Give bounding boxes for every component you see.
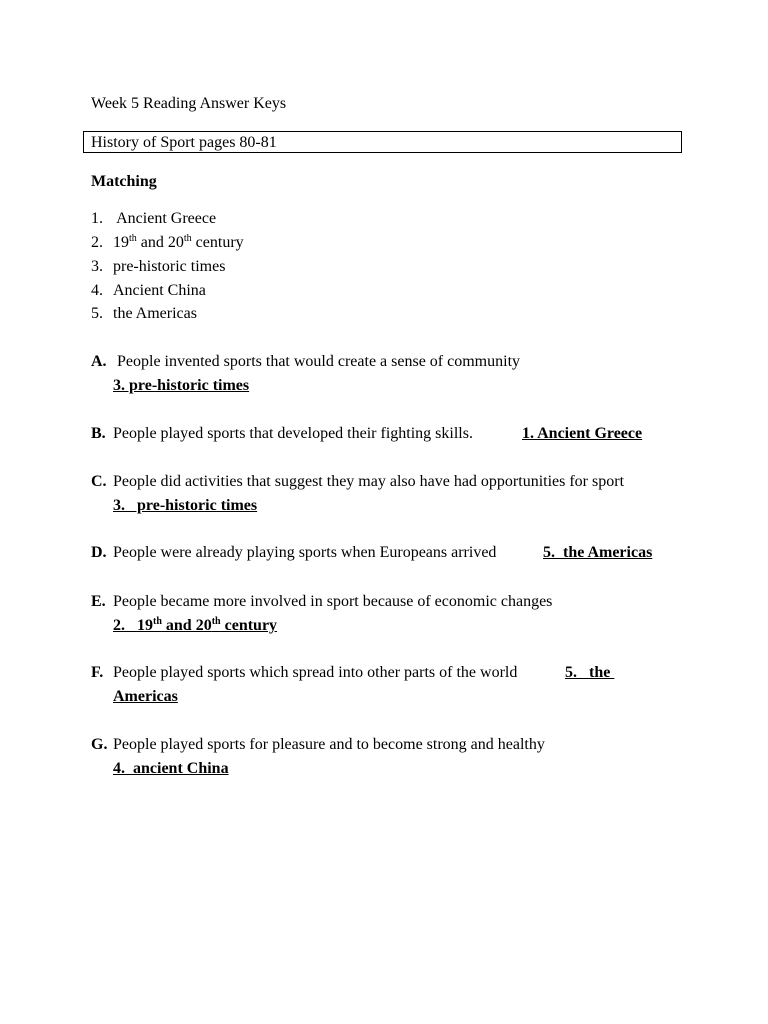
answer-c: 3. pre-historic times xyxy=(113,497,258,514)
answer-d: 5. the Americas xyxy=(543,544,653,561)
answer-e: 2. 19th and 20th century xyxy=(113,616,278,634)
answer-f-part1: 5. the xyxy=(565,664,615,681)
question-c: C. People did activities that suggest they may also have had opportunities for sport xyxy=(91,473,625,490)
question-b: B. People played sports that developed their fighting skills. xyxy=(91,425,473,442)
section-box-text: History of Sport pages 80-81 xyxy=(91,134,277,151)
document-title: Week 5 Reading Answer Keys xyxy=(91,95,287,112)
answer-b: 1. Ancient Greece xyxy=(522,425,643,442)
question-a: A. People invented sports that would create a sense of community xyxy=(91,353,521,370)
option-5: 5. the Americas xyxy=(91,305,197,322)
option-4: 4. Ancient China xyxy=(91,282,206,299)
option-3: 3. pre-historic times xyxy=(91,258,226,275)
option-1: 1. Ancient Greece xyxy=(91,210,217,227)
question-d: D. People were already playing sports when Europeans arrived xyxy=(91,544,497,561)
question-g: G. People played sports for pleasure and to become strong and healthy xyxy=(91,736,545,753)
option-2: 2. 19th and 20th century xyxy=(91,233,244,251)
answer-g: 4. ancient China xyxy=(113,760,229,777)
answer-a: 3. pre-historic times xyxy=(113,377,250,394)
question-e: E. People became more involved in sport because of economic changes xyxy=(91,593,553,610)
answer-f-part2: Americas xyxy=(113,688,178,705)
matching-heading: Matching xyxy=(91,173,157,190)
question-f: F. People played sports which spread into other parts of the world xyxy=(91,664,518,681)
section-box xyxy=(83,131,682,153)
